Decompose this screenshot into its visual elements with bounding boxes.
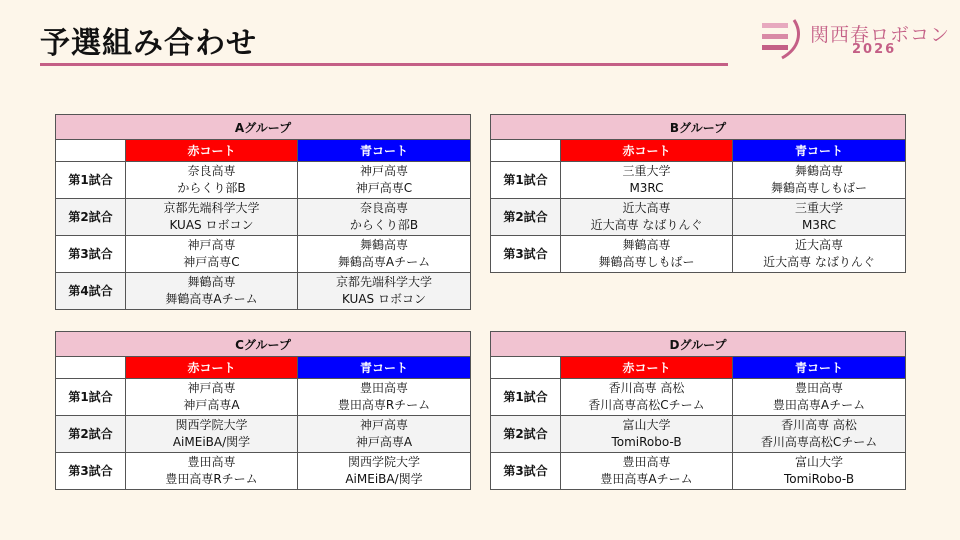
team-name: 豊田高専Aチーム (772, 398, 866, 412)
team-name: 舞鶴高専しもばー (598, 255, 695, 269)
red-team-cell (561, 416, 733, 453)
red-team-cell (561, 162, 733, 199)
red-team-cell (126, 379, 298, 416)
red-team-cell (561, 199, 733, 236)
group-a-table (55, 114, 471, 310)
team-name: 舞鶴高専しもばー (770, 181, 867, 195)
match-row (56, 453, 471, 490)
group-title: Aグループ (56, 115, 471, 140)
team-school: 奈良高専 (187, 164, 236, 178)
group-d-table (490, 331, 906, 490)
blue-court-header: 青コート (298, 357, 471, 379)
team-name: 豊田高専Rチーム (165, 472, 258, 486)
team-school: 舞鶴高専 (622, 238, 671, 252)
team-school: 豊田高専 (187, 455, 236, 469)
blue-court-header: 青コート (733, 140, 906, 162)
blue-team-cell (733, 379, 906, 416)
blue-team-cell (298, 453, 471, 490)
team-name: 神戸高専A (355, 435, 413, 449)
match-label: 第3試合 (56, 236, 126, 273)
match-row (491, 379, 906, 416)
red-team-cell (561, 379, 733, 416)
team-name: 香川高専高松Cチーム (760, 435, 878, 449)
match-label: 第2試合 (491, 416, 561, 453)
team-school: 三重大学 (622, 164, 671, 178)
team-name: 豊田高専Rチーム (337, 398, 431, 412)
red-team-cell (126, 199, 298, 236)
blue-team-cell (733, 236, 906, 273)
group-title: Dグループ (491, 332, 906, 357)
match-row (56, 273, 471, 310)
team-name: 豊田高専Aチーム (600, 472, 693, 486)
team-school: 奈良高専 (359, 201, 408, 215)
team-school: 関西学院大学 (175, 418, 248, 432)
team-name: TomiRobo-B (783, 472, 855, 486)
match-row (56, 236, 471, 273)
team-name: AiMEiBA/関学 (172, 435, 251, 449)
team-school: 近大高専 (794, 238, 843, 252)
match-label: 第4試合 (56, 273, 126, 310)
team-school: 舞鶴高専 (187, 275, 236, 289)
team-school: 富山大学 (622, 418, 671, 432)
match-label: 第1試合 (56, 379, 126, 416)
match-label: 第1試合 (491, 379, 561, 416)
red-team-cell (126, 416, 298, 453)
team-school: 神戸高専 (359, 164, 408, 178)
team-school: 三重大学 (794, 201, 843, 215)
blue-team-cell (733, 199, 906, 236)
team-name: 近大高専 なばりんぐ (763, 255, 875, 269)
team-school: 神戸高専 (187, 238, 236, 252)
match-label: 第1試合 (491, 162, 561, 199)
team-school: 京都先端科学大学 (163, 201, 260, 215)
group-c-table (55, 331, 471, 490)
blue-team-cell (733, 162, 906, 199)
group-b-table (490, 114, 906, 273)
team-name: KUAS ロボコン (169, 218, 254, 232)
title-underline (40, 63, 728, 66)
event-logo (760, 18, 950, 60)
team-name: 神戸高専C (355, 181, 413, 195)
team-school: 豊田高専 (795, 381, 844, 395)
red-team-cell (126, 162, 298, 199)
team-school: 京都先端科学大学 (335, 275, 432, 289)
match-row (491, 453, 906, 490)
team-name: TomiRobo-B (611, 435, 682, 449)
blue-team-cell (298, 199, 471, 236)
logo-mark-icon (760, 18, 810, 60)
team-name: 香川高専高松Cチーム (588, 398, 705, 412)
corner-cell (56, 357, 126, 379)
match-label: 第3試合 (491, 453, 561, 490)
team-name: 舞鶴高専Aチーム (165, 292, 258, 306)
team-name: M3RC (629, 181, 664, 195)
team-name: 神戸高専A (183, 398, 240, 412)
team-name: KUAS ロボコン (342, 292, 426, 306)
team-school: 香川高専 高松 (608, 381, 685, 395)
match-row (491, 199, 906, 236)
logo-name: 関西春ロボコン (810, 24, 951, 46)
match-label: 第2試合 (56, 199, 126, 236)
red-team-cell (126, 453, 298, 490)
team-name: 舞鶴高専Aチーム (337, 255, 431, 269)
match-row (491, 416, 906, 453)
blue-court-header: 青コート (733, 357, 906, 379)
team-name: 神戸高専C (183, 255, 240, 269)
team-school: 関西学院大学 (347, 455, 420, 469)
blue-team-cell (298, 236, 471, 273)
corner-cell (491, 140, 561, 162)
red-team-cell (126, 236, 298, 273)
team-name: AiMEiBA/関学 (345, 472, 423, 486)
team-school: 神戸高専 (359, 418, 408, 432)
match-row (491, 236, 906, 273)
team-school: 神戸高専 (187, 381, 236, 395)
page-title: 予選組み合わせ (40, 26, 257, 61)
blue-team-cell (733, 416, 906, 453)
team-school: 舞鶴高専 (359, 238, 408, 252)
match-row (56, 416, 471, 453)
team-name: からくり部B (349, 218, 419, 232)
red-court-header: 赤コート (561, 140, 733, 162)
team-school: 近大高専 (622, 201, 671, 215)
logo-year: 2026 (852, 42, 897, 57)
team-school: 舞鶴高専 (794, 164, 843, 178)
team-school: 香川高専 高松 (781, 418, 857, 432)
red-court-header: 赤コート (126, 140, 298, 162)
blue-team-cell (298, 416, 471, 453)
red-team-cell (126, 273, 298, 310)
team-name: M3RC (801, 218, 837, 232)
group-title: Bグループ (491, 115, 906, 140)
team-school: 豊田高専 (359, 381, 408, 395)
match-row (56, 199, 471, 236)
red-team-cell (561, 236, 733, 273)
match-label: 第2試合 (56, 416, 126, 453)
match-row (56, 162, 471, 199)
blue-team-cell (733, 453, 906, 490)
team-school: 豊田高専 (622, 455, 671, 469)
corner-cell (491, 357, 561, 379)
match-row (56, 379, 471, 416)
blue-team-cell (298, 379, 471, 416)
match-label: 第3試合 (56, 453, 126, 490)
blue-court-header: 青コート (298, 140, 471, 162)
team-name: 近大高専 なばりんぐ (590, 218, 703, 232)
red-court-header: 赤コート (561, 357, 733, 379)
match-label: 第1試合 (56, 162, 126, 199)
match-label: 第3試合 (491, 236, 561, 273)
group-title: Cグループ (56, 332, 471, 357)
blue-team-cell (298, 273, 471, 310)
red-court-header: 赤コート (126, 357, 298, 379)
match-label: 第2試合 (491, 199, 561, 236)
team-name: からくり部B (177, 181, 246, 195)
team-school: 富山大学 (795, 455, 844, 469)
blue-team-cell (298, 162, 471, 199)
red-team-cell (561, 453, 733, 490)
corner-cell (56, 140, 126, 162)
match-row (491, 162, 906, 199)
